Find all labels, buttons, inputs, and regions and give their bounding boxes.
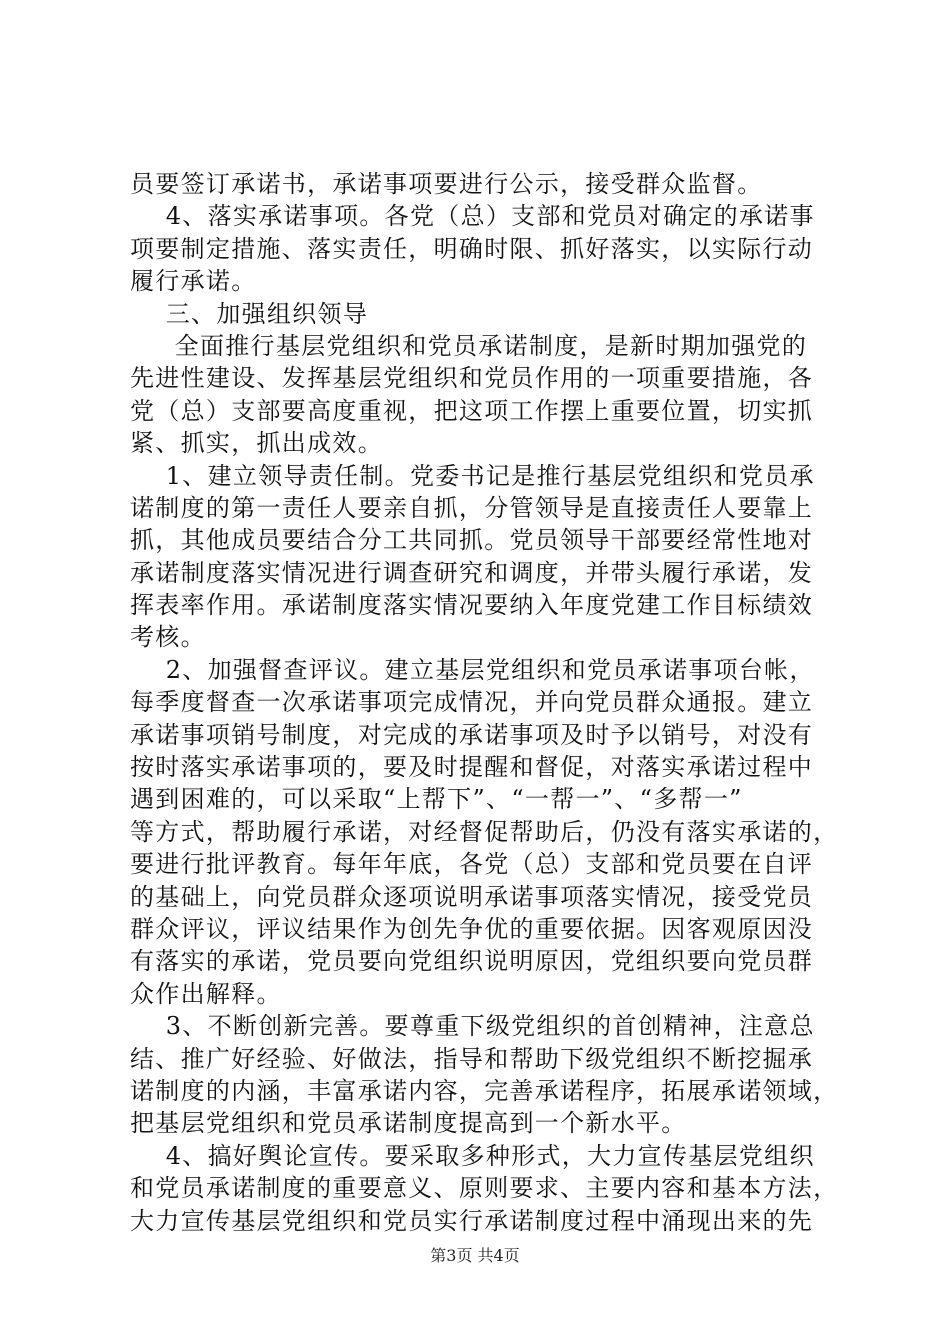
- text-line: 按时落实承诺事项的，要及时提醒和督促，对落实承诺过程中: [130, 753, 814, 782]
- text-line: 先进性建设、发挥基层党组织和党员作用的一项重要措施，各: [130, 364, 814, 393]
- text-line: 紧、抓实，抓出成效。: [130, 429, 383, 458]
- text-line: 考核。: [130, 623, 206, 652]
- text-line: 员要签订承诺书，承诺事项要进行公示，接受群众监督。: [130, 170, 763, 198]
- text-line: 抓，其他成员要结合分工共同抓。党员领导干部要经常性地对: [130, 526, 814, 555]
- text-line: 大力宣传基层党组织和党员实行承诺制度过程中涌现出来的先: [130, 1206, 814, 1235]
- text-line: 有落实的承诺，党员要向党组织说明原因，党组织要向党员群: [130, 947, 814, 976]
- text-line: 群众评议，评议结果作为创先争优的重要依据。因客观原因没: [130, 914, 814, 943]
- text-line: 3、不断创新完善。要尊重下级党组织的首创精神，注意总: [130, 1012, 815, 1041]
- text-line: 履行承诺。: [130, 267, 257, 296]
- text-line: 和党员承诺制度的重要意义、原则要求、主要内容和基本方法，: [130, 1174, 839, 1203]
- text-line: 的基础上，向党员群众逐项说明承诺事项落实情况，接受党员: [130, 882, 814, 911]
- text-line: 等方式，帮助履行承诺，对经督促帮助后，仍没有落实承诺的，: [130, 817, 839, 846]
- text-line: 4、搞好舆论宣传。要采取多种形式，大力宣传基层党组织: [130, 1141, 815, 1170]
- page-footer: 第3页 共4页: [430, 1246, 520, 1265]
- text-line: 2、加强督查评议。建立基层党组织和党员承诺事项台帐，: [130, 655, 815, 684]
- text-line: 项要制定措施、落实责任，明确时限、抓好落实，以实际行动: [130, 234, 814, 263]
- text-line: 党（总）支部要高度重视，把这项工作摆上重要位置，切实抓: [130, 396, 814, 425]
- text-line: 众作出解释。: [130, 979, 282, 1008]
- text-line: 要进行批评教育。每年年底，各党（总）支部和党员要在自评: [130, 850, 814, 879]
- text-line: 全面推行基层党组织和党员承诺制度，是新时期加强党的: [130, 331, 808, 360]
- text-line: 三、加强组织领导: [130, 299, 369, 328]
- text-line: 1、建立领导责任制。党委书记是推行基层党组织和党员承: [130, 461, 815, 490]
- text-line: 承诺事项销号制度，对完成的承诺事项及时予以销号，对没有: [130, 720, 814, 749]
- text-line: 诺制度的内涵，丰富承诺内容，完善承诺程序，拓展承诺领域，: [130, 1076, 839, 1105]
- text-line: 把基层党组织和党员承诺制度提高到一个新水平。: [130, 1109, 687, 1138]
- text-line: 结、推广好经验、好做法，指导和帮助下级党组织不断挖掘承: [130, 1044, 814, 1073]
- text-line: 诺制度的第一责任人要亲自抓，分管领导是直接责任人要靠上: [130, 493, 814, 522]
- text-line: 挥表率作用。承诺制度落实情况要纳入年度党建工作目标绩效: [130, 591, 814, 620]
- text-line: 4、落实承诺事项。各党（总）支部和党员对确定的承诺事: [130, 202, 815, 231]
- text-line: 每季度督查一次承诺事项完成情况，并向党员群众通报。建立: [130, 688, 814, 717]
- text-line: 遇到困难的，可以采取“上帮下”、“一帮一”、“多帮一”: [130, 785, 743, 814]
- body-text: [130, 168, 839, 1237]
- text-line: 承诺制度落实情况进行调查研究和调度，并带头履行承诺，发: [130, 558, 814, 587]
